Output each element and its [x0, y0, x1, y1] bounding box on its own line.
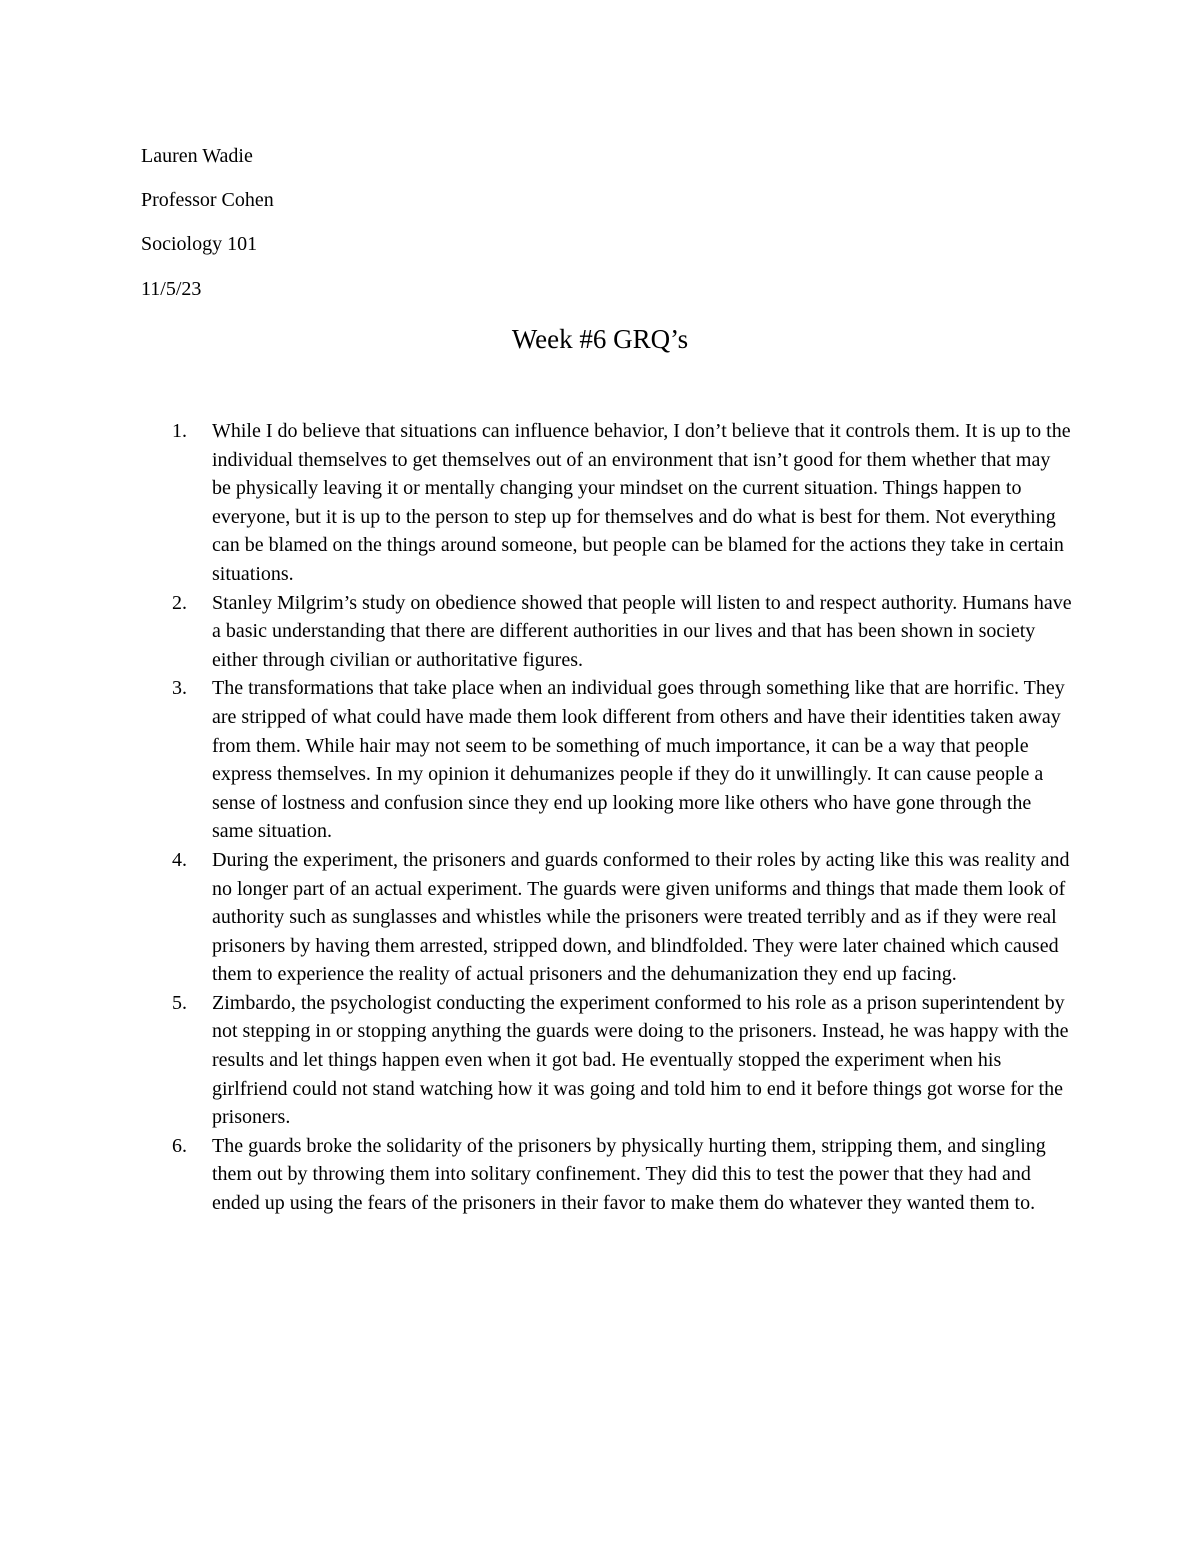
answer-number: 3. [172, 677, 187, 700]
answer-number: 2. [172, 591, 187, 614]
professor-name: Professor Cohen [141, 189, 274, 211]
answer-number: 4. [172, 848, 187, 871]
answer-item-3 [172, 674, 1072, 846]
answer-text: The guards broke the solidarity of the prisoners by physically hurting them, stripping them, and singling them out by throwing them into solitary confinement. They did this to test the power that they had and ended up using the fears of the prisoners in their favor to make them do whatever they wanted them to. [212, 1134, 1046, 1215]
student-name: Lauren Wadie [141, 145, 253, 167]
answer-number: 1. [172, 420, 187, 442]
course-name: Sociology 101 [141, 233, 258, 255]
answer-text: During the experiment, the prisoners and guards conformed to their roles by acting like this was reality and no longer part of an actual experiment. The guards were given uniforms and things that made them look of authority such as sunglasses and whistles while the prisoners were treated terribly and as if they were real prisoners by having them arrested, stripped down, and blindfolded. They were later chained which caused them to experience the reality of actual prisoners and the dehumanization they end up facing. [212, 848, 1070, 986]
answer-item-6 [172, 1132, 1072, 1218]
submission-date: 11/5/23 [141, 278, 202, 300]
page-title: Week #6 GRQ’s [511, 324, 689, 354]
answer-item-4 [172, 846, 1072, 989]
answer-item-2 [172, 589, 1072, 675]
answer-text: Zimbardo, the psychologist conducting the experiment conformed to his role as a prison superintendent by not stepping in or stopping anything the guards were doing to the prisoners. Instead, he was happy with the results and let things happen even when it got bad. He eventually stopped the experiment when his girlfriend could not stand watching how it was going and told him to end it before things got worse for the prisoners. [212, 991, 1069, 1129]
answer-number: 5. [172, 991, 187, 1014]
answer-item-5 [172, 989, 1072, 1132]
answer-text: While I do believe that situations can influence behavior, I don’t believe that it controls them. It is up to the individual themselves to get themselves out of an environment that isn’t good for them whether that may be physically leaving it or mentally changing your mindset on the current situation. Things happen to everyone, but it is up to the person to step up for themselves and do what is best for them. Not everything can be blamed on the things around someone, but people can be blamed for the actions they take in certain situations. [212, 420, 1071, 585]
answer-text: The transformations that take place when an individual goes through something like that are horrific. They are stripped of what could have made them look different from others and have their identities taken away from them. While hair may not seem to be something of much importance, it can be a way that people express themselves. In my opinion it dehumanizes people if they do it unwillingly. It can cause people a sense of lostness and confusion since they end up looking more like others who have gone through the same situation. [212, 677, 1065, 843]
answer-number: 6. [172, 1134, 187, 1157]
answer-item-1 [172, 417, 1072, 589]
answer-list [172, 417, 1072, 1218]
answer-text: Stanley Milgrim’s study on obedience showed that people will listen to and respect authority. Humans have a basic understanding that there are different authorities in our lives and that has been shown in society either through civilian or authoritative figures. [212, 591, 1072, 671]
